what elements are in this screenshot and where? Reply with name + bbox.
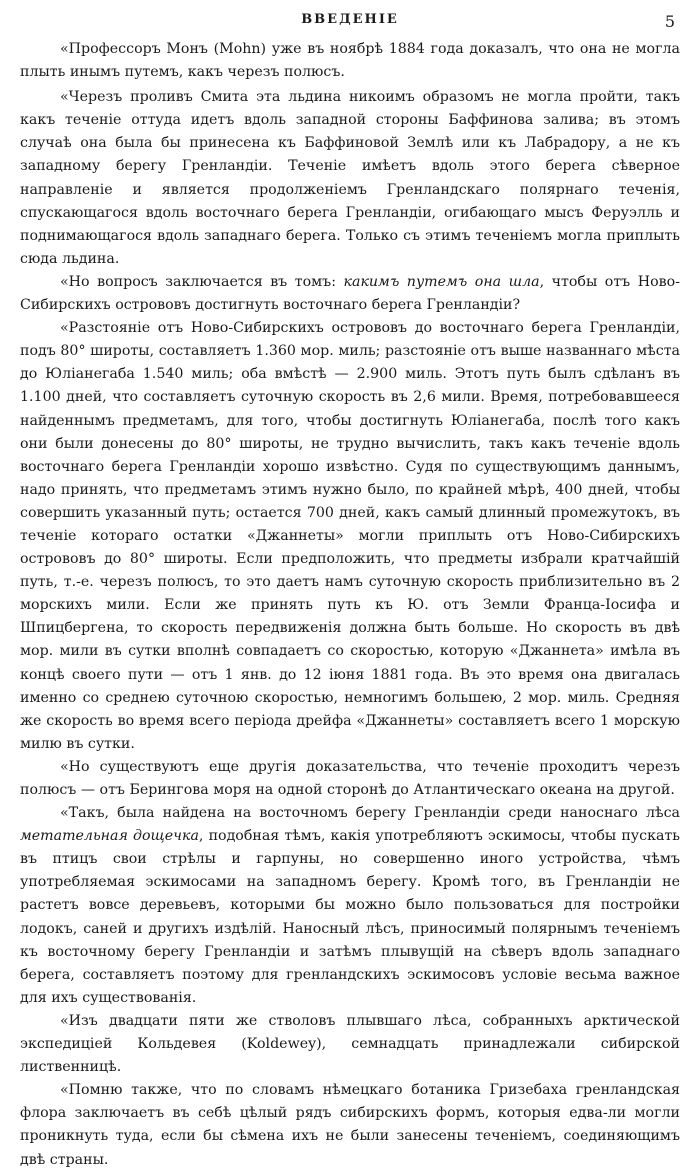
paragraph-2 bbox=[20, 86, 680, 271]
text-segment: «Черезъ проливъ Смита эта льдина никоимъ образомъ не могла пройти, такъ какъ теченіе оттуда идетъ вдоль западной стороны Баффинова залива; въ этомъ случаѣ она была бы принесена къ Баффиновой Землѣ или къ Лабрадору, а не къ западному берегу Гренландіи. Теченіе имѣетъ вдоль этого берега сѣверное направленіе и является продолженіемъ Гренландскаго полярнаго теченія, спускающагося вдоль восточнаго берега Гренландіи, огибающаго мысъ Феруэлль и поднимающагося вдоль западнаго берега. Только съ этимъ теченіемъ могла приплыть сюда льдина. bbox=[20, 89, 680, 267]
italic-phrase: метательная дощечка bbox=[20, 828, 199, 845]
text-segment: , чтобы отъ Ново-Сибирскихъ острововъ достигнуть восточнаго берега Гренландіи? bbox=[20, 273, 680, 314]
italic-phrase: какимъ путемъ она шла bbox=[343, 273, 540, 290]
text-segment: «Изъ двадцати пяти же стволовъ плывшаго лѣса, собранныхъ арктической экспедиціей Кольдевея (Koldewey), семнадцать принадлежали сибирской лиственницѣ. bbox=[20, 1012, 680, 1076]
text-segment: , подобная тѣмъ, какія употребляютъ эскимосы, чтобы пускать въ птицъ свои стрѣлы и гарпуны, но совершенно иного устройства, чѣмъ употребляемая эскимосами на западномъ берегу. Кромѣ того, въ Гренландіи не растетъ вовсе деревьевъ, которыми бы можно было пользоваться для постройки лодокъ, саней и другихъ издѣлій. Наносный лѣсъ, приносимый полярнымъ теченіемъ къ восточному берегу Гренландіи и затѣмъ плывущій на сѣверъ вдоль западнаго берега, составляетъ поэтому для гренландскихъ эскимосовъ условіе весьма важное для ихъ существованія. bbox=[20, 828, 680, 1006]
text-segment: «Профессоръ Монъ (Mohn) уже въ ноябрѣ 1884 года доказалъ, что она не могла плыть инымъ путемъ, какъ черезъ полюсъ. bbox=[20, 41, 680, 81]
text-segment: «Разстояніе отъ Ново-Сибирскихъ острововъ до восточнаго берега Гренландіи, подъ 80° широты, составляетъ 1.360 мор. миль; разстояніе отъ выше названнаго мѣста до Юліанегаба 1.540 миль; оба вмѣстѣ — 2.900 миль. Этотъ путь былъ сдѣланъ въ 1.100 дней, что составляетъ суточную скорость въ 2,6 мили. Время, потребовавшееся найденнымъ предметамъ, для того, чтобы достигнуть Юліанегаба, послѣ того какъ они были донесены до 80° широты, не трудно вычислить, такъ какъ теченіе вдоль восточнаго берега Гренландіи хорошо извѣстно. Судя по существующимъ даннымъ, надо принять, что предметамъ этимъ нужно было, по крайней мѣрѣ, 400 дней, чтобы совершить указанный путь; остается 700 дней, какъ самый длинный промежутокъ, въ теченіе котораго остатки «Джаннеты» могли приплыть отъ Ново-Сибирскихъ острововъ до 80° широты. Если предположить, что предметы избрали кратчайшій путь, т.-е. черезъ полюсъ, то это даетъ намъ суточную скорость приблизительно въ 2 морскихъ мили. Если же принять путь къ Ю. отъ Земли Франца-Іосифа и Шпицбергена, то скорость передвиженія должна быть больше. Но скорость въ двѣ мор. мили въ сутки вполнѣ совпадаетъ со скоростью, которую «Джаннета» имѣла въ концѣ своего пути — отъ 1 янв. до 12 іюня 1881 года. Въ это время она двигалась именно со среднею суточною скоростью, немногимъ большею, 2 мор. миль. Средняя же скорость во время всего періода дрейфа «Джаннеты» составляетъ всего 1 морскую милю въ сутки. bbox=[20, 320, 680, 752]
paragraph-4 bbox=[20, 317, 680, 756]
paragraph-6 bbox=[20, 802, 680, 1010]
paragraph-7 bbox=[20, 1010, 680, 1079]
paragraph-8 bbox=[20, 1079, 680, 1171]
body-text bbox=[20, 38, 680, 1172]
paragraph-5 bbox=[20, 756, 680, 802]
page-number: 5 bbox=[664, 12, 675, 31]
paragraph-1 bbox=[20, 38, 680, 84]
paragraph-3 bbox=[20, 271, 680, 317]
text-segment: «Но вопросъ заключается въ томъ: bbox=[60, 273, 344, 290]
running-header bbox=[0, 12, 700, 32]
text-segment: «Такъ, была найдена на восточномъ берегу Гренландіи среди наноснаго лѣса bbox=[60, 805, 680, 822]
text-segment: «Помню также, что по словамъ нѣмецкаго ботаника Гризебаха гренландская флора заключаетъ въ себѣ цѣлый рядъ сибирскихъ формъ, которыя едва-ли могли проникнуть туда, если бы сѣмена ихъ не были занесены теченіемъ, соединяющимъ двѣ страны. bbox=[20, 1082, 680, 1168]
running-title: ВВЕДЕНІЕ bbox=[301, 12, 399, 27]
text-segment: «Но существуютъ еще другія доказательства, что теченіе проходитъ черезъ полюсъ — отъ Берингова моря на одной сторонѣ до Атлантическаго океана на другой. bbox=[20, 758, 680, 798]
